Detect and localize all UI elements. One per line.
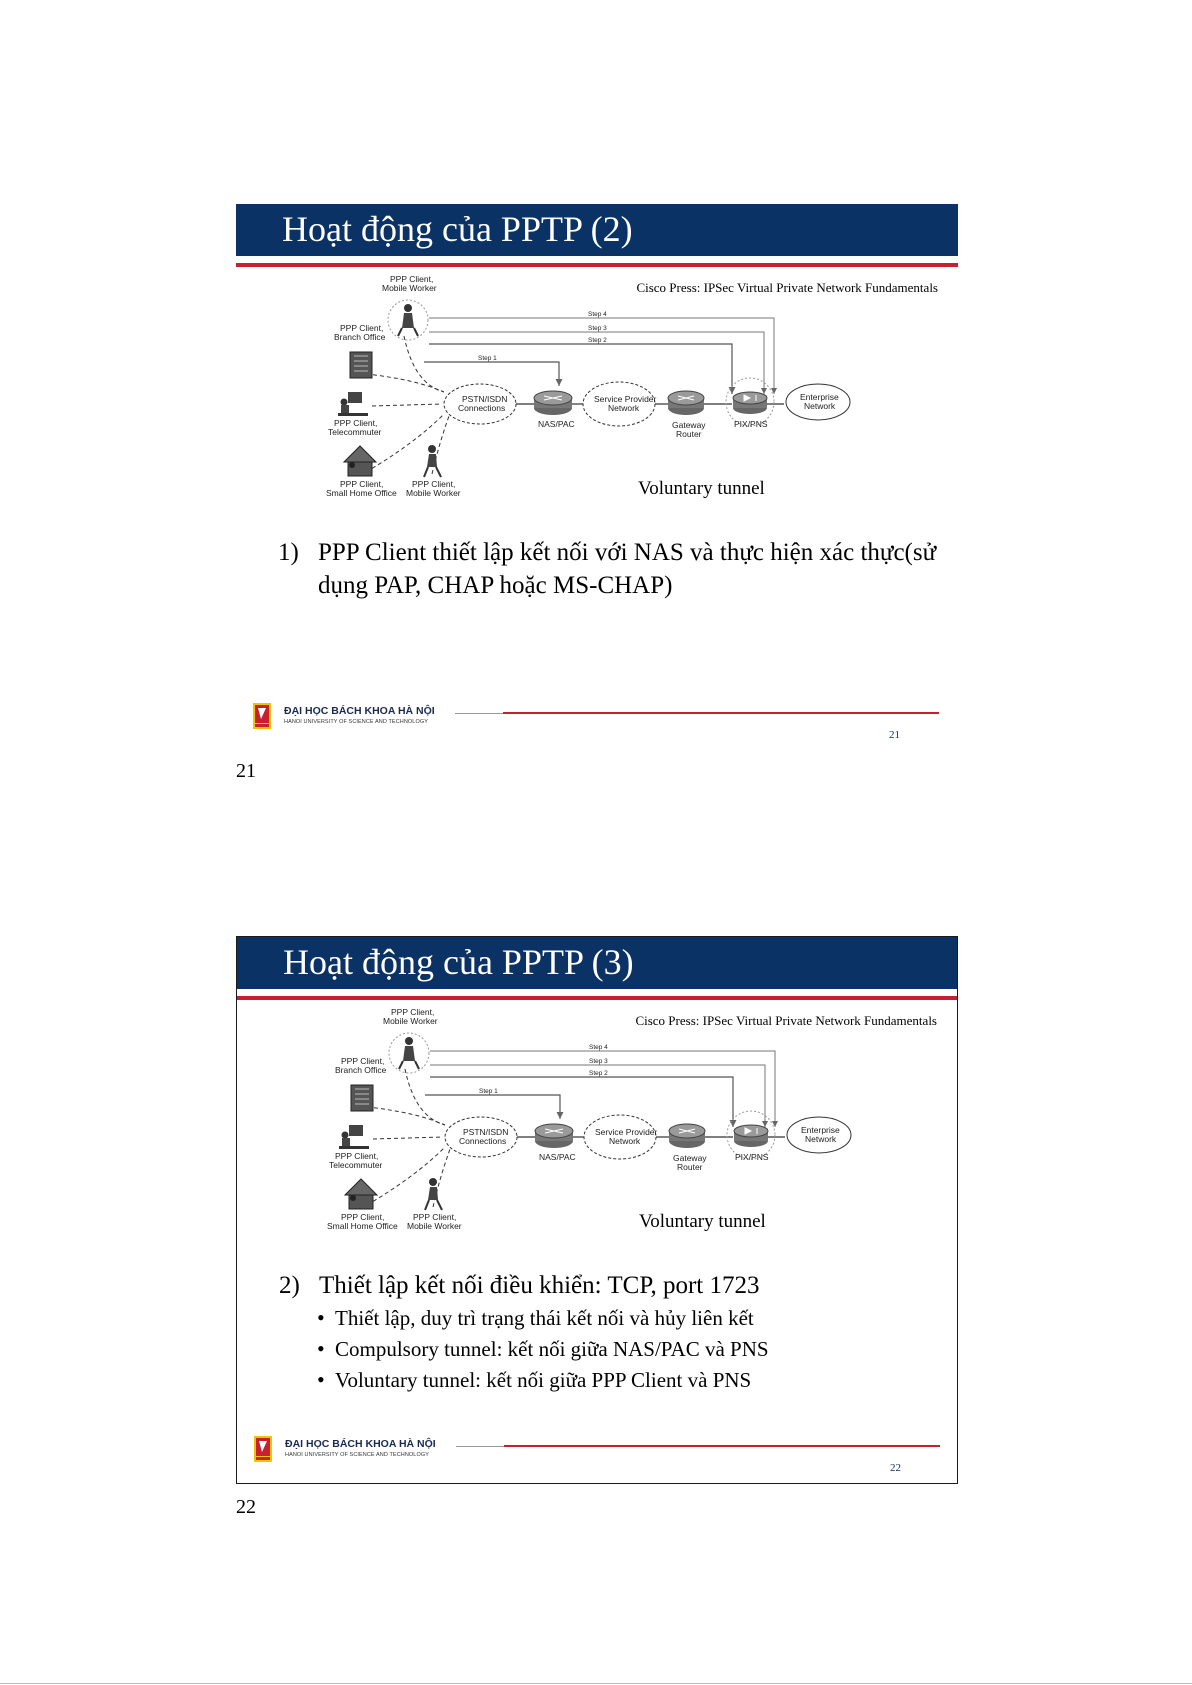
diagram-caption: Voluntary tunnel [638,478,765,499]
footer-rule-gray [455,713,503,714]
diagram-citation: Cisco Press: IPSec Virtual Private Network Fundamentals [636,280,938,295]
pstn-label-1: PSTN/ISDN [462,394,508,404]
step-1-label: Step 1 [479,1088,498,1095]
university-name: ĐẠI HỌC BÁCH KHOA HÀ NỘI [284,705,435,717]
university-name: ĐẠI HỌC BÁCH KHOA HÀ NỘI [285,1438,436,1450]
step-2-label: Step 2 [588,337,607,344]
gateway-label-1: Gateway [672,420,706,430]
footer-rule-red [504,1445,940,1447]
router-icon [669,1124,705,1148]
slide-number: 22 [890,1462,901,1474]
slide-number: 21 [889,729,900,741]
building-icon [351,1085,373,1111]
house-icon [344,446,376,476]
step-3-label: Step 3 [588,325,607,332]
telecommuter-label-1: PPP Client, [335,1151,379,1161]
pstn-label-2: Connections [459,1136,507,1146]
gateway-label-1: Gateway [673,1153,707,1163]
laptop-user-icon [398,304,418,336]
item-text: PPP Client thiết lập kết nối với NAS và thực hiện xác thực(sử dụng PAP, CHAP hoặc MS-CHAP) [318,539,937,599]
mobile-top-label-1: PPP Client, [390,274,434,284]
bullet-item [317,1367,751,1393]
sp-label-2: Network [609,1136,641,1146]
pstn-label-2: Connections [458,403,506,413]
title-bar [236,204,958,256]
enterprise-label-1: Enterprise [801,1125,840,1135]
footer-rule-red [503,712,939,714]
sp-label-2: Network [608,403,640,413]
page-bottom-rule [0,1683,1192,1684]
nas-label: NAS/PAC [539,1152,576,1162]
gateway-label-2: Router [676,429,702,439]
step-4-label: Step 4 [588,311,607,318]
item-number: 1) [278,539,299,566]
branch-label-2: Branch Office [335,1065,387,1075]
bullet-item [317,1305,754,1331]
footer-rule-gray [456,1446,504,1447]
step-4-label: Step 4 [589,1044,608,1051]
bullet-dot-icon: • [317,1336,325,1361]
bullet-text: Thiết lập, duy trì trạng thái kết nối và hủy liên kết [335,1306,754,1330]
pptp-network-diagram [315,1007,915,1247]
mobile-bottom-label-2: Mobile Worker [407,1221,462,1231]
university-logo [252,702,272,730]
pix-firewall-icon [733,392,767,414]
bullet-text: Compulsory tunnel: kết nối giữa NAS/PAC và PNS [335,1337,769,1361]
mobile-bottom-label-2: Mobile Worker [406,488,461,498]
mobile-top-label-1: PPP Client, [391,1007,435,1017]
sp-label-1: Service Provider [595,1127,658,1137]
item-text: Thiết lập kết nối điều khiển: TCP, port 1723 [319,1272,760,1299]
diagram-caption: Voluntary tunnel [639,1211,766,1232]
desktop-user-icon [338,392,368,416]
telecommuter-label-1: PPP Client, [334,418,378,428]
mobile-bottom-label-1: PPP Client, [412,479,456,489]
home-office-label-2: Small Home Office [326,488,397,498]
nas-label: NAS/PAC [538,419,575,429]
pix-firewall-icon [734,1125,768,1147]
bullet-item [317,1336,769,1362]
pptp-network-diagram [314,274,914,514]
telecommuter-label-2: Telecommuter [329,1160,383,1170]
university-name-en: HANOI UNIVERSITY OF SCIENCE AND TECHNOLOGY [285,1452,429,1458]
bullet-text: Voluntary tunnel: kết nối giữa PPP Client và PNS [335,1368,752,1392]
router-icon [535,1124,573,1148]
pix-label: PIX/PNS [735,1152,769,1162]
page-number: 22 [236,1496,256,1518]
title-bar [237,937,957,989]
gateway-label-2: Router [677,1162,703,1172]
branch-label-2: Branch Office [334,332,386,342]
bullet-dot-icon: • [317,1305,325,1330]
mobile-bottom-label-1: PPP Client, [413,1212,457,1222]
slide-title: Hoạt động của PPTP (2) [282,209,633,249]
slide-21 [236,204,958,752]
title-rule [237,996,957,1000]
slide-22 [236,936,958,1484]
title-rule [236,263,958,267]
router-icon [534,391,572,415]
university-logo [253,1435,273,1463]
building-icon [350,352,372,378]
home-office-label-1: PPP Client, [340,479,384,489]
university-name-en: HANOI UNIVERSITY OF SCIENCE AND TECHNOLOGY [284,719,428,725]
slide-title: Hoạt động của PPTP (3) [283,942,634,982]
pstn-label-1: PSTN/ISDN [463,1127,509,1137]
bullet-dot-icon: • [317,1367,325,1392]
desktop-user-icon [339,1125,369,1149]
router-icon [668,391,704,415]
enterprise-label-1: Enterprise [800,392,839,402]
enterprise-label-2: Network [805,1134,837,1144]
branch-label-1: PPP Client, [340,323,384,333]
mobile-top-label-2: Mobile Worker [382,283,437,293]
house-icon [345,1179,377,1209]
branch-label-1: PPP Client, [341,1056,385,1066]
telecommuter-label-2: Telecommuter [328,427,382,437]
item-number: 2) [279,1272,300,1299]
page-number: 21 [236,760,256,782]
home-office-label-1: PPP Client, [341,1212,385,1222]
mobile-top-label-2: Mobile Worker [383,1016,438,1026]
laptop-user-icon [399,1037,419,1069]
step-1-label: Step 1 [478,355,497,362]
step-3-label: Step 3 [589,1058,608,1065]
step-2-label: Step 2 [589,1070,608,1077]
pix-label: PIX/PNS [734,419,768,429]
enterprise-label-2: Network [804,401,836,411]
sp-label-1: Service Provider [594,394,657,404]
diagram-citation: Cisco Press: IPSec Virtual Private Network Fundamentals [635,1013,937,1028]
home-office-label-2: Small Home Office [327,1221,398,1231]
